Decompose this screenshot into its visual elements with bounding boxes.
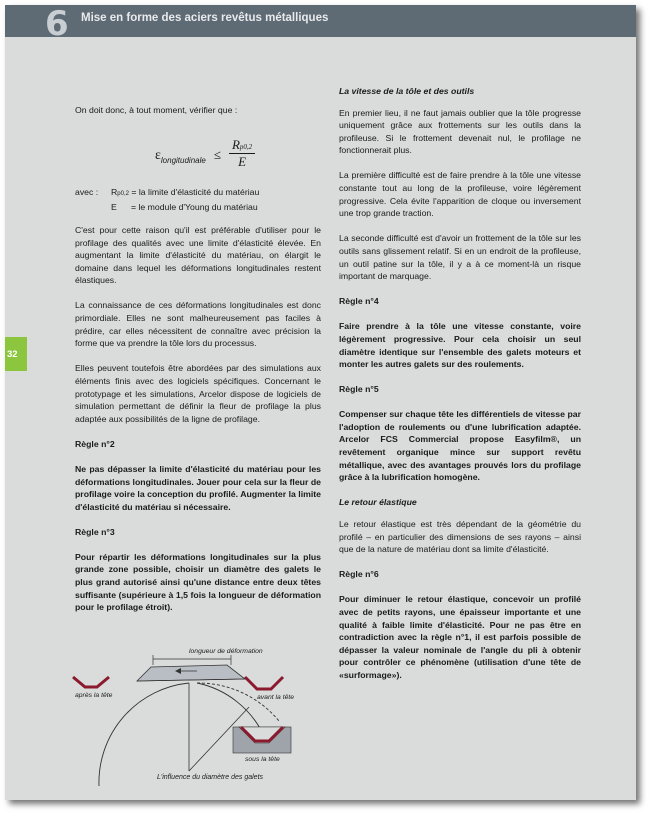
heading-speed: La vitesse de la tôle et des outils (339, 86, 475, 96)
formula-denominator: E (238, 154, 247, 169)
rule-3-title: Règle n°3 (75, 526, 115, 537)
formula-legend (75, 186, 259, 213)
right-paragraph-3: La seconde difficulté est d'avoir un frottement de la tôle sur les outils sans glissement relatif. Si en un endroit de la profileuse, un outil patine sur la tôle, il y a à ce moment-là un risque important de marquage. (339, 233, 581, 282)
rule-5-text: Compenser sur chaque tête les différentiels de vitesse par l'adoption de roulements ou d'une lubrification adaptée. Arcelor FCS Commercial propose Easyfilm®, un revêtement organique mince sur support revêtu métallique, avec des avantages prouvés lors du profilage grâce à la lubrification homogène. (339, 409, 581, 483)
rule-5-title: Règle n°5 (339, 384, 379, 395)
formula-operator: ≤ (213, 147, 221, 163)
label-after-head: après la tête (75, 692, 113, 699)
rule-6-text: Pour diminuer le retour élastique, concevoir un profilé avec de petits rayons, une épaisseur importante et une qualité à faible limite d'élasticité. Pour ne pas être en contradiction avec la règle n°1, il est parfois possible de dépasser la valeur nominale de l'angle du pli à obtenir pour contrôler ce phénomène (utilisation d'une tête de «surformage»). (339, 594, 581, 680)
legend-line-1 (75, 186, 259, 201)
right-column-body (339, 85, 581, 694)
label-under-head: sous la tête (245, 756, 280, 763)
legend-sym-2: E (111, 201, 117, 212)
rule-2-text: Ne pas dépasser la limite d'élasticité du matériau pour les déformations longitudinales. Jouer pour cela sur la fleur de profilage voire la conception du profilé. Augmenter la limite d'élasticité du matériau si nécessaire. (75, 463, 321, 512)
sheet-strip (137, 665, 245, 681)
legend-text-2: = le module d'Young du matériau (131, 201, 258, 212)
legend-sym-1: R (111, 187, 118, 197)
page-header (5, 4, 636, 44)
profile-before-head (245, 677, 283, 689)
formula-num-sub: p0,2 (239, 143, 253, 151)
page-number-tab (5, 337, 27, 371)
rule-3-text: Pour répartir les déformations longitudinales sur la plus grande zone possible, choisir un diamètre des galets le plus grand autorisé ainsi qu'une distance entre deux têtes suffisante (supérieure à 1,5 fois la longueur de déformation pour le profilage étroit). (75, 551, 321, 613)
left-paragraph-1: C'est pour cette raison qu'il est préférable d'utiliser pour le profilage des qualités avec une limite d'élasticité élevée. En augmentant la limite d'élasticité du matériau, on élargit le domaine dans lequel les déformations longitudinales restent élastiques. (75, 225, 321, 286)
legend-label: avec : (75, 187, 99, 197)
page (5, 5, 636, 800)
formula-numerator (229, 137, 255, 154)
chapter-title: Mise en forme des aciers revêtus métalliques (81, 12, 329, 24)
figure-caption: L'influence du diamètre des galets (157, 774, 264, 781)
legend-sym-1-sub: p0,2 (117, 191, 129, 197)
right-paragraph-4: Le retour élastique est très dépendant de la géométrie du profilé – en particulier des dimensions de ses rayons – ainsi que de la nature de matériau dont sa limite d'élasticité. (339, 518, 581, 555)
formula-epsilon: ε (155, 148, 161, 164)
formula (155, 139, 255, 172)
roll-diameter-figure (69, 641, 319, 786)
left-paragraph-2: La connaissance de ces déformations longitudinales est donc primordiale. Elles ne sont malheureusement pas faciles à prédire, car elles nécessitent de connaître avec précision la forme que va prendre la tôle lors du processus. (75, 300, 321, 349)
label-deformation-length: longueur de déformation (189, 648, 263, 655)
legend-text-1: = la limite d'élasticité du matériau (131, 187, 260, 197)
legend-line-2 (75, 201, 259, 214)
roll-arc-inner (99, 683, 189, 786)
rule-4-text: Faire prendre à la tôle une vitesse constante, voire légèrement progressive. Pour cela choisir un seul diamètre identique sur l'ensemble des galets moteurs et monter les autres galets sur des roulements. (339, 321, 581, 370)
rule-4-title: Règle n°4 (339, 296, 379, 307)
rule-6-title: Règle n°6 (339, 569, 379, 580)
formula-epsilon-sub: longitudinale (160, 156, 206, 166)
rule-2-title: Règle n°2 (75, 438, 115, 449)
left-paragraph-3: Elles peuvent toutefois être abordées par des simulations aux éléments finis avec des logiciels spécifiques. Concernant le prototypage et les simulations, Arcelor dispose de logiciels de simulation permettant de définir la fleur de profilage la plus adaptée aux possibilités de la ligne de profilage. (75, 363, 321, 424)
formula-num-symbol: R (231, 137, 240, 152)
label-before-head: avant la tête (257, 694, 295, 701)
heading-springback: Le retour élastique (339, 497, 417, 508)
page-number: 32 (7, 349, 18, 360)
left-intro (75, 104, 321, 129)
left-column-body (75, 224, 321, 626)
formula-fraction (229, 137, 255, 170)
right-paragraph-2: La première difficulté est de faire prendre à la tôle une vitesse constante tout au long de la profileuse, voire légèrement progressive. Cela évite l'apparition de cloque ou inversement une trop grande traction. (339, 170, 581, 219)
profile-after-head (73, 677, 109, 687)
right-paragraph-1: En premier lieu, il ne faut jamais oublier que la tôle progresse uniquement grâce aux frottements sur les outils dans la profileuse. Si le frottement devenait nul, le profilage ne fonctionnerait plus. (339, 107, 581, 156)
chapter-number: 6 (45, 4, 69, 44)
intro-text: On doit donc, à tout moment, vérifier que : (75, 105, 238, 115)
